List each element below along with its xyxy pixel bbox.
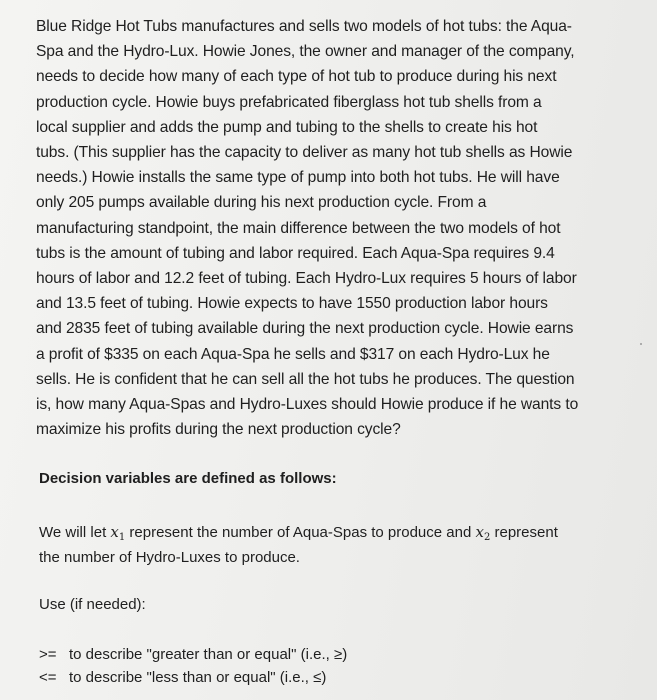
- definition-text: represent the number of Aqua-Spas to produce and: [125, 524, 476, 541]
- problem-line: needs to decide how many of each type of hot tub to produce during his next: [36, 68, 557, 86]
- operator-row-le: [39, 666, 347, 689]
- variable-definition: [39, 520, 629, 570]
- operator-row-ge: [39, 643, 347, 666]
- decision-variables-heading: Decision variables are defined as follows:: [39, 470, 337, 487]
- problem-line: local supplier and adds the pump and tubing to the shells to create his hot: [36, 118, 538, 136]
- definition-line-2: the number of Hydro-Luxes to produce.: [39, 549, 300, 566]
- operator-symbol: >=: [39, 646, 57, 663]
- problem-line: production cycle. Howie buys prefabricated fiberglass hot tub shells from a: [36, 93, 542, 111]
- variable-subscript: 2: [483, 532, 491, 543]
- use-if-needed-label: Use (if needed):: [39, 596, 146, 613]
- problem-statement: [36, 14, 636, 442]
- operator-symbol: <=: [39, 669, 57, 686]
- problem-line: and 2835 feet of tubing available during the next production cycle. Howie earns: [36, 320, 574, 338]
- operator-hints: [39, 643, 347, 689]
- operator-description: to describe "less than or equal" (i.e., ≤): [69, 669, 327, 686]
- variable-x1: [110, 523, 125, 541]
- variable-x2: [475, 523, 490, 541]
- variable-letter: x: [110, 523, 119, 541]
- operator-description: to describe "greater than or equal" (i.e., ≥): [69, 646, 348, 663]
- problem-line: tubs is the amount of tubing and labor required. Each Aqua-Spa requires 9.4: [36, 244, 555, 262]
- problem-line: manufacturing standpoint, the main difference between the two models of hot: [36, 219, 561, 237]
- problem-line: Spa and the Hydro-Lux. Howie Jones, the owner and manager of the company,: [36, 43, 575, 61]
- definition-text: represent: [490, 524, 558, 541]
- problem-line: is, how many Aqua-Spas and Hydro-Luxes should Howie produce if he wants to: [36, 396, 579, 414]
- variable-letter: x: [475, 523, 484, 541]
- definition-text: We will let: [39, 524, 111, 541]
- problem-line: maximize his profits during the next production cycle?: [36, 421, 401, 439]
- problem-line: sells. He is confident that he can sell all the hot tubs he produces. The question: [36, 370, 575, 388]
- problem-line: hours of labor and 12.2 feet of tubing. Each Hydro-Lux requires 5 hours of labor: [36, 270, 577, 288]
- problem-line: only 205 pumps available during his next production cycle. From a: [36, 194, 487, 212]
- definition-line-1: [39, 520, 629, 545]
- problem-line: Blue Ridge Hot Tubs manufactures and sells two models of hot tubs: the Aqua-: [36, 18, 572, 35]
- problem-line: needs.) Howie installs the same type of pump into both hot tubs. He will have: [36, 169, 560, 187]
- variable-subscript: 1: [118, 532, 126, 543]
- problem-line: a profit of $335 on each Aqua-Spa he sells and $317 on each Hydro-Lux he: [36, 345, 550, 363]
- stray-mark: [640, 343, 642, 345]
- problem-line: and 13.5 feet of tubing. Howie expects to have 1550 production labor hours: [36, 295, 548, 313]
- problem-line: tubs. (This supplier has the capacity to deliver as many hot tub shells as Howie: [36, 144, 573, 162]
